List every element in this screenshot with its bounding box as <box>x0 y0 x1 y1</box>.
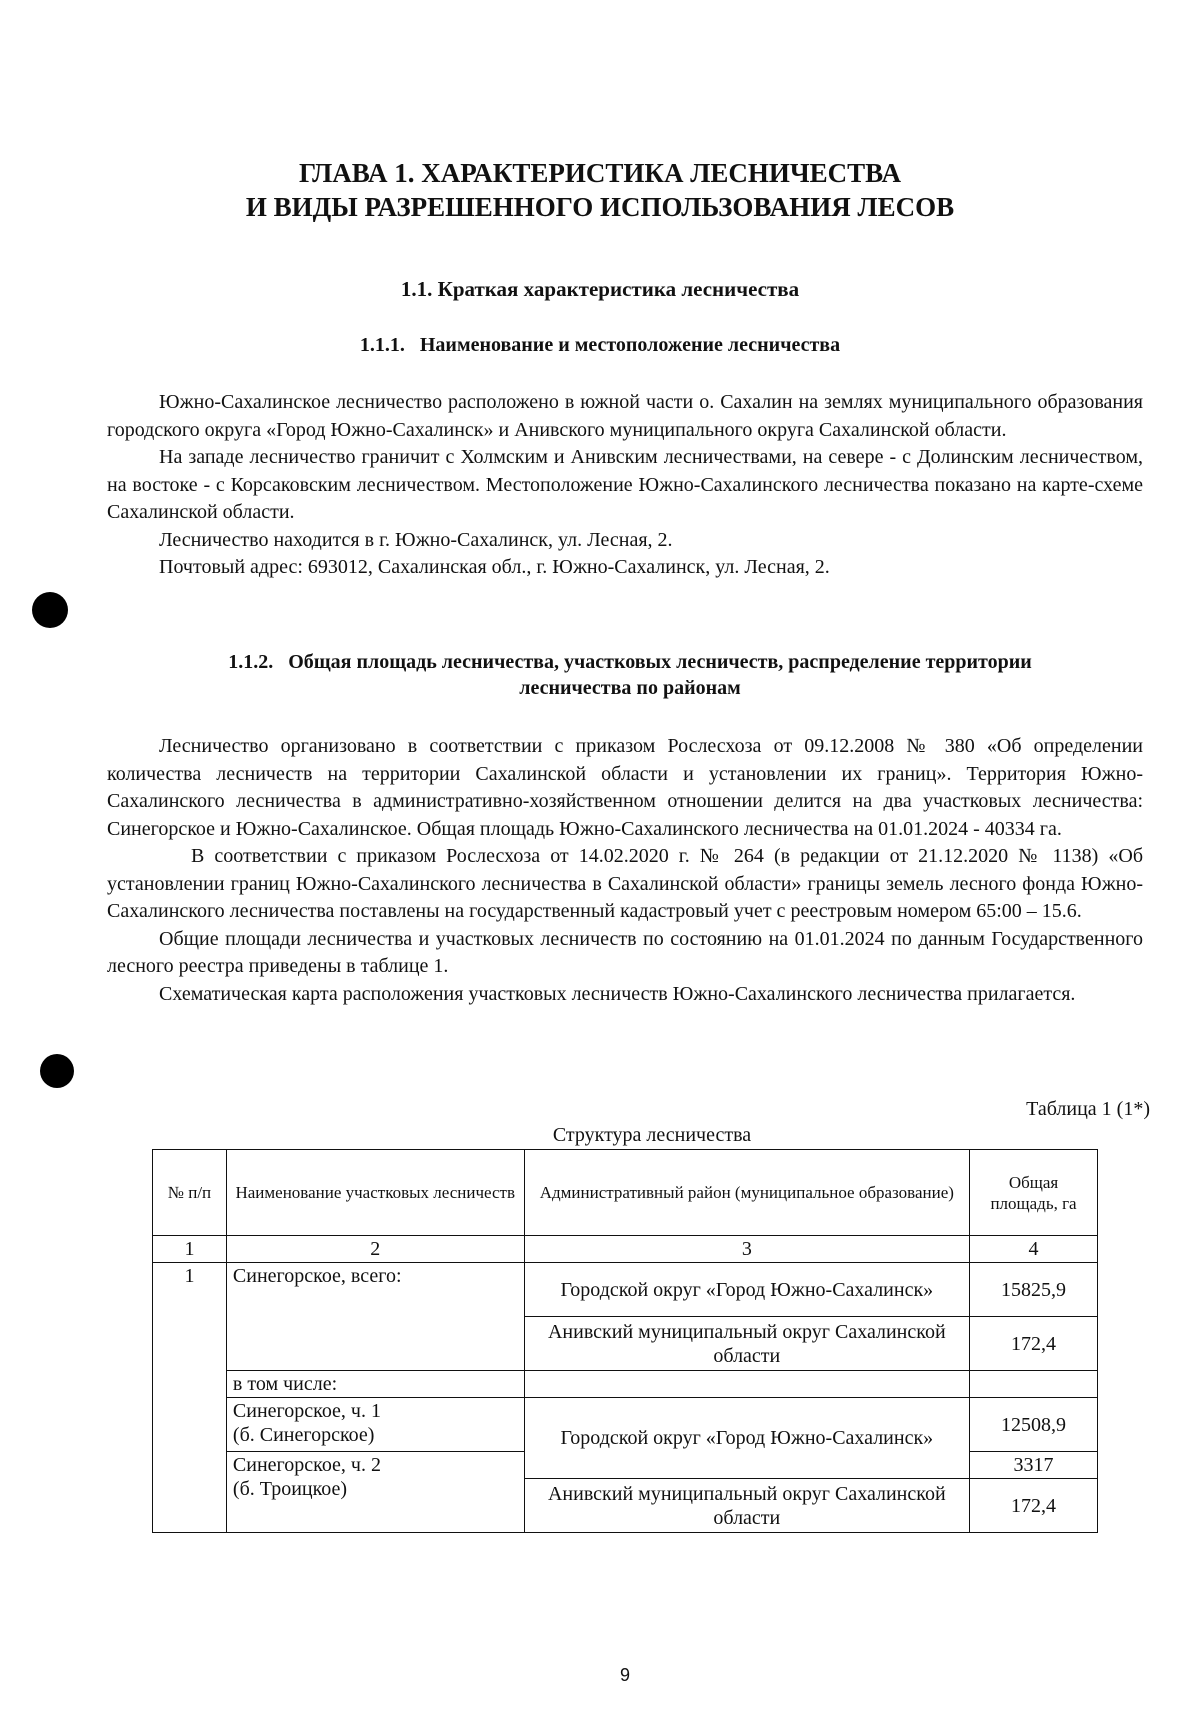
section-number: 1.1.2. <box>228 651 274 673</box>
table-row <box>153 1398 1098 1452</box>
row-area: 12508,9 <box>970 1398 1098 1452</box>
paragraph-block-location <box>107 389 1143 582</box>
row-num: 1 <box>153 1263 227 1533</box>
section-heading-1-1: 1.1. Краткая характеристика лесничества <box>400 277 800 301</box>
row-name-line1: Синегорское, ч. 2 <box>232 1454 381 1476</box>
col-number: 1 <box>153 1236 227 1263</box>
chapter-title <box>0 156 1200 224</box>
row-district: Городской округ «Город Южно-Сахалинск» <box>524 1263 969 1317</box>
empty-cell <box>524 1371 969 1398</box>
row-district: Анивский муниципальный округ Сахалинской области <box>524 1479 969 1533</box>
col-number: 2 <box>226 1236 524 1263</box>
section-title: Общая площадь лесничества, участковых лесничеств, распределение территории <box>288 651 1032 673</box>
punch-hole-mark <box>40 1054 74 1088</box>
row-name-line1: Синегорское, ч. 1 <box>232 1400 381 1422</box>
section-number: 1.1.1. <box>359 334 405 356</box>
section-heading-1-1-1 <box>0 334 1200 357</box>
row-district: Анивский муниципальный округ Сахалинской области <box>524 1317 969 1371</box>
table-caption: Структура лесничества <box>552 1124 752 1146</box>
table-header-row <box>153 1150 1098 1236</box>
paragraph: Схематическая карта расположения участковых лесничеств Южно-Сахалинского лесничества прилагается. <box>159 982 1076 1005</box>
table-row <box>153 1263 1098 1317</box>
punch-hole-mark <box>32 592 68 628</box>
paragraph: Лесничество находится в г. Южно-Сахалинск, ул. Лесная, 2. <box>159 528 673 551</box>
chapter-title-line1: ГЛАВА 1. ХАРАКТЕРИСТИКА ЛЕСНИЧЕСТВА <box>298 158 901 188</box>
paragraph: Лесничество организовано в соответствии с приказом Рослесхоза от 09.12.2008 № 380 «Об определении количества лесничеств на территории Сахалинской области и установлении их границ». Территория Южно-Сахалинского лесничества в административно-хозяйственном отношении делится на два участковых лесничества: Синегорское и Южно-Сахалинское. Общая площадь Южно-Сахалинского лесничества на 01.01.2024 - 40334 га. <box>107 735 1143 840</box>
paragraph: В соответствии с приказом Рослесхоза от 14.02.2020 г. № 264 (в редакции от 21.12.2020 № 1138) «Об установлении границ Южно-Сахалинского лесничества в Сахалинской области» границы земель лесного фонда Южно-Сахалинского лесничества поставлены на государственный кадастровый учет с реестровым номером 65:00 – 15.6. <box>107 845 1143 922</box>
col-number: 4 <box>970 1236 1098 1263</box>
row-name-line2: (б. Синегорское) <box>232 1424 375 1446</box>
header-num: № п/п <box>153 1150 227 1236</box>
section-heading-line1 <box>130 649 1130 675</box>
row-name-line2: (б. Троицкое) <box>232 1478 348 1500</box>
table-row <box>153 1371 1098 1398</box>
row-district: Городской округ «Город Южно-Сахалинск» <box>524 1398 969 1479</box>
row-name <box>226 1452 524 1533</box>
header-name: Наименование участковых лесничеств <box>226 1150 524 1236</box>
paragraph-block-area <box>107 733 1143 1008</box>
paragraph: Южно-Сахалинское лесничество расположено в южной части о. Сахалин на землях муниципального образования городского округа «Город Южно-Сахалинск» и Анивского муниципального округа Сахалинской области. <box>107 391 1143 441</box>
forestry-structure-table <box>152 1149 1098 1533</box>
row-area: 15825,9 <box>970 1263 1098 1317</box>
table-label: Таблица 1 (1*) <box>1026 1098 1150 1120</box>
empty-cell <box>970 1371 1098 1398</box>
col-number: 3 <box>524 1236 969 1263</box>
header-area: Общая площадь, га <box>970 1150 1098 1236</box>
row-area: 3317 <box>970 1452 1098 1479</box>
section-heading-line2: лесничества по районам <box>519 677 741 699</box>
row-area: 172,4 <box>970 1479 1098 1533</box>
row-name <box>226 1398 524 1452</box>
row-including: в том числе: <box>226 1371 524 1398</box>
chapter-title-line2: И ВИДЫ РАЗРЕШЕННОГО ИСПОЛЬЗОВАНИЯ ЛЕСОВ <box>245 192 955 222</box>
paragraph: Общие площади лесничества и участковых лесничеств по состоянию на 01.01.2024 по данным Государственного лесного реестра приведены в таблице 1. <box>107 927 1143 977</box>
page-number: 9 <box>619 1665 630 1685</box>
row-name: Синегорское, всего: <box>226 1263 524 1371</box>
section-heading-1-1-2 <box>130 649 1130 701</box>
section-title: Наименование и местоположение лесничества <box>419 334 841 356</box>
table-col-numbers-row <box>153 1236 1098 1263</box>
header-district: Административный район (муниципальное образование) <box>524 1150 969 1236</box>
paragraph: Почтовый адрес: 693012, Сахалинская обл., г. Южно-Сахалинск, ул. Лесная, 2. <box>159 556 830 578</box>
row-area: 172,4 <box>970 1317 1098 1371</box>
paragraph: На западе лесничество граничит с Холмским и Анивским лесничествами, на севере - с Долинским лесничеством, на востоке - с Корсаковским лесничеством. Местоположение Южно-Сахалинского лесничества показано на карте-схеме Сахалинской области. <box>107 446 1143 523</box>
